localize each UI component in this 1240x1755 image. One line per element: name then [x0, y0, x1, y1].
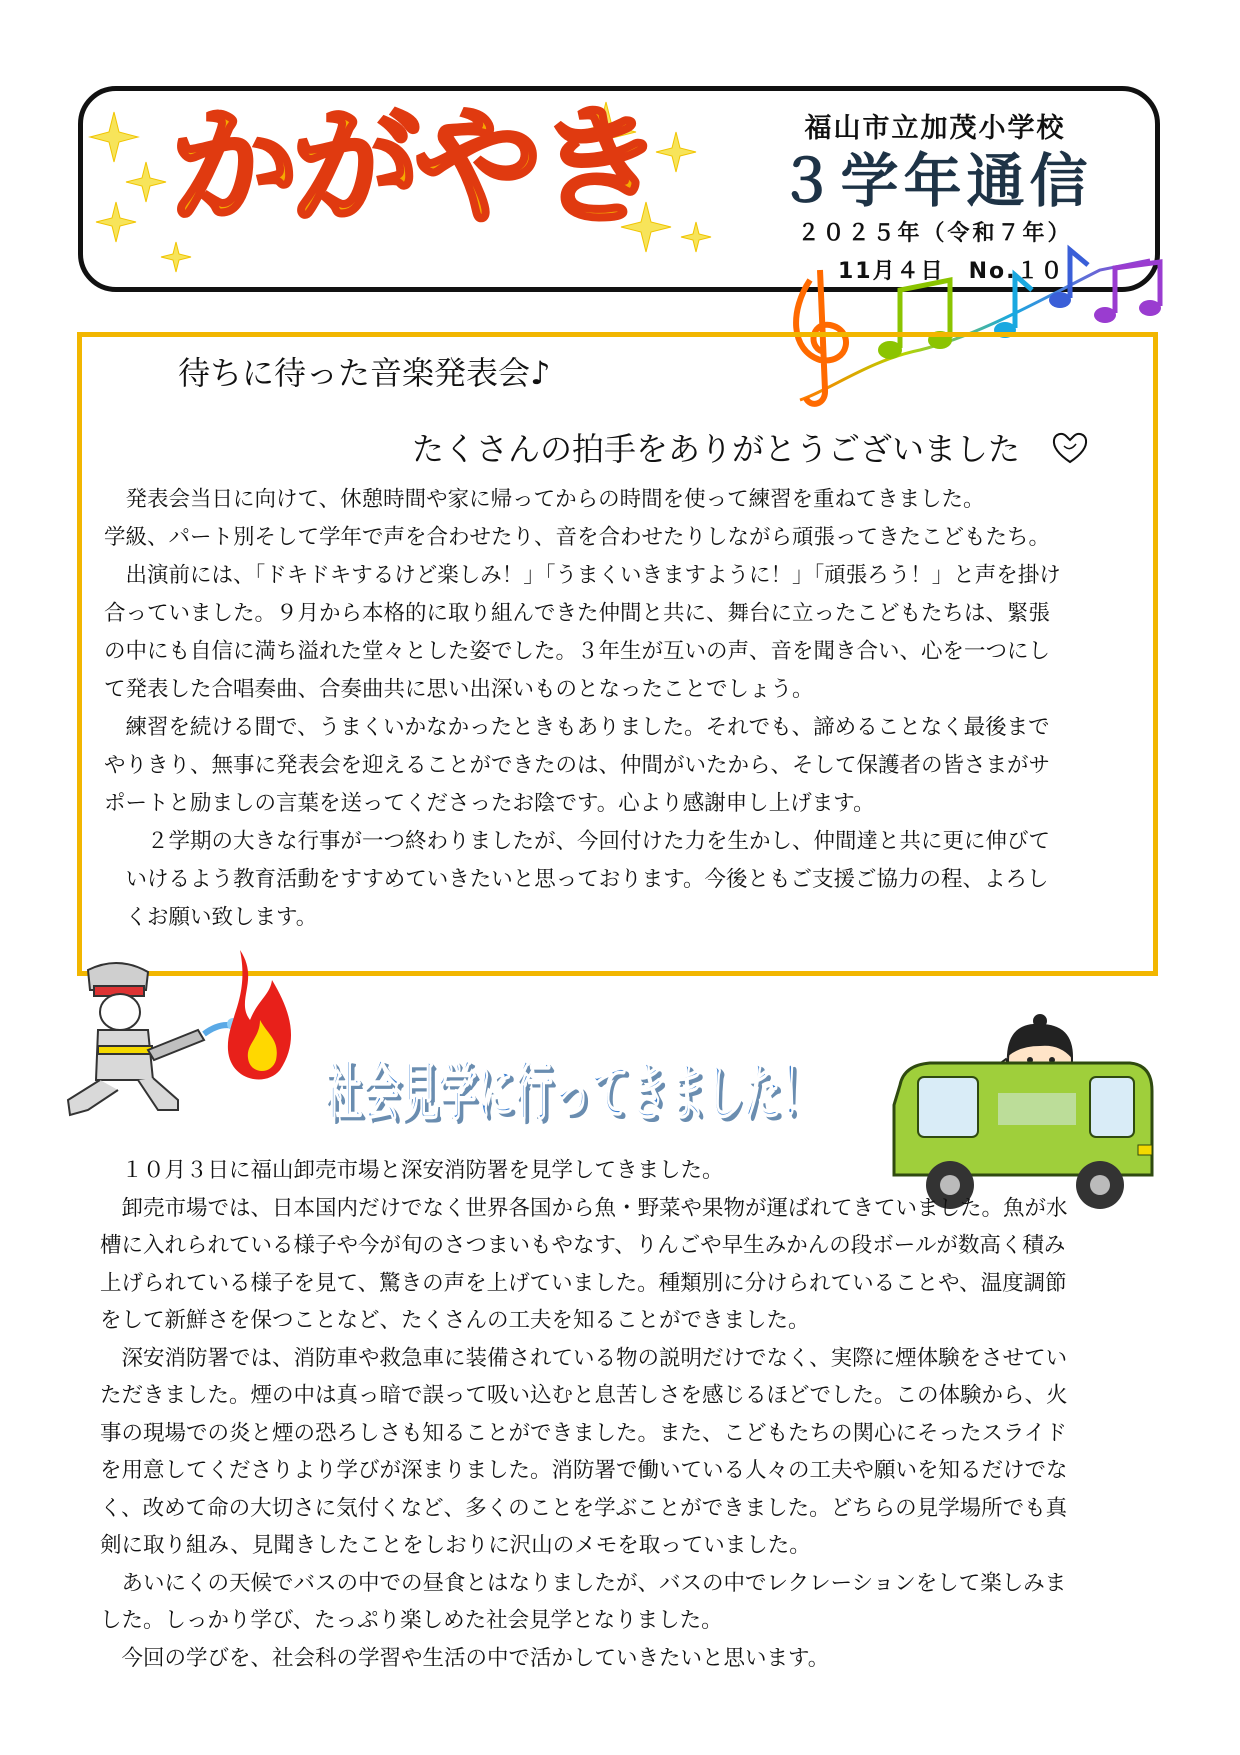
paragraph-line: 深安消防署では、消防車や救急車に装備されている物の説明だけでなく、実際に煙体験をさせてい — [100, 1345, 1068, 1371]
svg-text:社会見学に行ってきました！: 社会見学に行ってきました！ — [328, 1060, 823, 1134]
paragraph-line: 学級、パート別そして学年で声を合わせたり、音を合わせたりしながら頑張ってきたこどもたち。 — [104, 525, 1051, 550]
issue-date: 11月４日 No.１０ — [838, 259, 1065, 284]
paragraph-line: 練習を続ける間で、うまくいかなかったときもありました。それでも、諦めることなく最後まで — [104, 715, 1050, 740]
paragraph-line: 剣に取り組み、見聞きしたことをしおりに沢山のメモを取っていました。 — [100, 1533, 811, 1558]
paragraph-line: の中にも自信に満ち溢れた堂々とした姿でした。３年生が互いの声、音を聞き合い、心を一つにし — [104, 639, 1051, 664]
firefighter-illustration — [28, 950, 248, 1130]
paragraph-line: をして新鮮さを保つことなど、たくさんの工夫を知ることができました。 — [100, 1308, 810, 1333]
paragraph-line: 槽に入れられている様子や今が旬のさつまいもやなす、りんごや早生みかんの段ボールが数高く積み — [100, 1233, 1066, 1258]
paragraph-line: あいにくの天候でバスの中での昼食とはなりましたが、バスの中でレクレーションをして楽しみま — [100, 1570, 1067, 1596]
trip-section-title — [320, 1040, 830, 1140]
trip-section-body — [100, 1152, 1068, 1677]
svg-text:社会見学に行ってきました！: 社会見学に行ってきました！ — [324, 1056, 819, 1130]
paragraph-line: いけるよう教育活動をすすめていきたいと思っております。今後ともご支援ご協力の程、よろし — [104, 867, 1049, 892]
paragraph-line: １０月３日に福山卸売市場と深安消防署を見学してきました。 — [100, 1158, 724, 1183]
paragraph-line: 出演前には、「ドキドキするけど楽しみ！」「うまくいきますように！」「頑張ろう！」と声を掛け — [104, 563, 1061, 588]
music-section-title: 待ちに待った音楽発表会♪ — [178, 354, 551, 392]
logo-text: かがやき — [170, 93, 659, 242]
paragraph-line: て発表した合唱奏曲、合奏曲共に思い出深いものとなったことでしょう。 — [104, 677, 814, 702]
paragraph-line: 合っていました。９月から本格的に取り組んできた仲間と共に、舞台に立ったこどもたちは、緊張 — [104, 601, 1051, 626]
newsletter-title: ３学年通信 — [777, 147, 1093, 215]
paragraph-line: く、改めて命の大切さに気付くなど、多くのことを学ぶことができました。どちらの見学場所でも真 — [100, 1495, 1068, 1521]
paragraph-line: ただきました。煙の中は真っ暗で誤って吸い込むと息苦しさを感じるほどでした。この体験から、火 — [100, 1383, 1068, 1408]
paragraph-line: 発表会当日に向けて、休憩時間や家に帰ってからの時間を使って練習を重ねてきました。 — [104, 487, 985, 512]
heart-icon — [1050, 428, 1090, 468]
music-section-subtitle: たくさんの拍手をありがとうございました — [412, 430, 1021, 468]
school-name: 福山市立加茂小学校 — [804, 113, 1066, 144]
paragraph-line: 上げられている様子を見て、驚きの声を上げていました。種類別に分けられていることや、温度調節 — [100, 1270, 1067, 1296]
flame-icon — [220, 940, 310, 1090]
paragraph-line: 事の現場での炎と煙の恐ろしさも知ることができました。また、こどもたちの関心にそったスライド — [100, 1420, 1067, 1446]
paragraph-line: した。しっかり学び、たっぷり楽しめた社会見学となりました。 — [100, 1608, 723, 1633]
year-line: ２０２５年（令和７年） — [797, 221, 1073, 246]
paragraph-line: ２学期の大きな行事が一つ終わりましたが、今回付けた力を生かし、仲間達と共に更に伸びて — [104, 829, 1051, 854]
paragraph-line: 今回の学びを、社会科の学習や生活の中で活かしていきたいと思います。 — [100, 1645, 830, 1671]
paragraph-line: 卸売市場では、日本国内だけでなく世界各国から魚・野菜や果物が運ばれてきていました。魚が水 — [100, 1195, 1068, 1221]
paragraph-line: くお願い致します。 — [104, 905, 318, 930]
paragraph-line: ポートと励ましの言葉を送ってくださったお陰です。心より感謝申し上げます。 — [104, 791, 875, 816]
paragraph-line: やりきり、無事に発表会を迎えることができたのは、仲間がいたから、そして保護者の皆さまがサ — [104, 753, 1051, 778]
music-section-body — [104, 481, 1061, 937]
paragraph-line: を用意してくださりより学びが深まりました。消防署で働いている人々の工夫や願いを知るだけでな — [100, 1458, 1068, 1483]
